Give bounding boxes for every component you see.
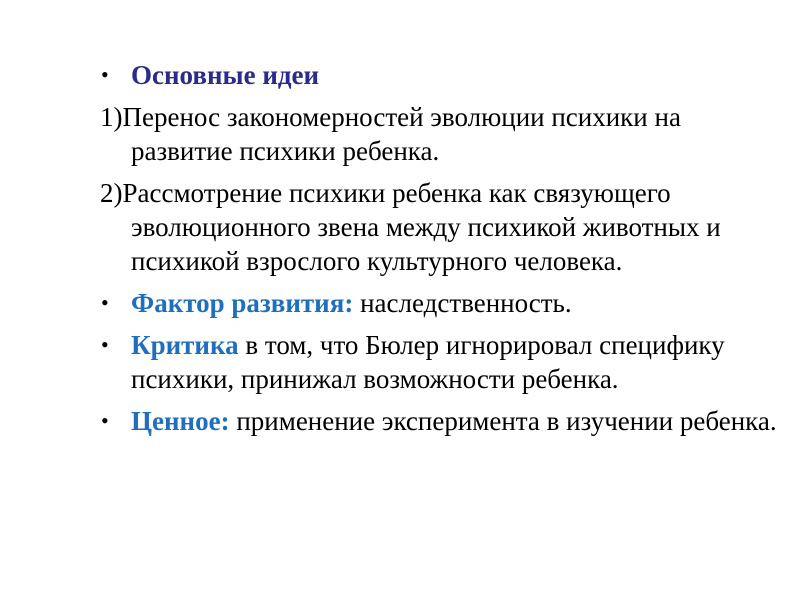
valuable-text: применение эксперимента в изучении ребенка. (229, 406, 777, 436)
numbered-item-1 (100, 100, 780, 168)
bullet-icon: • (101, 290, 109, 315)
critique-text: в том, что Бюлер игнорировал специфику психики, принижал возможности ребенка. (131, 330, 725, 394)
item-number: 2) (100, 178, 123, 208)
bullet-icon: • (101, 62, 109, 87)
numbered-item-2 (100, 176, 780, 278)
bullet-item-valuable (100, 404, 780, 438)
item-number: 1) (100, 102, 123, 132)
critique-label: Критика (131, 330, 239, 360)
factor-text: наследственность. (353, 288, 572, 318)
bullet-item-main-ideas (100, 58, 780, 92)
bullet-item-critique (100, 328, 780, 396)
main-ideas-heading: Основные идеи (131, 60, 320, 90)
bullet-icon: • (101, 408, 109, 433)
bullet-icon: • (101, 332, 109, 357)
valuable-label: Ценное: (131, 406, 230, 436)
slide-content (100, 58, 780, 446)
factor-label: Фактор развития: (131, 288, 354, 318)
bullet-item-factor (100, 286, 780, 320)
item-text: Перенос закономерностей эволюции психики на развитие психики ребенка. (122, 102, 681, 166)
item-text: Рассмотрение психики ребенка как связующего эволюционного звена между психикой животных и психикой взрослого культурного человека. (122, 178, 721, 276)
